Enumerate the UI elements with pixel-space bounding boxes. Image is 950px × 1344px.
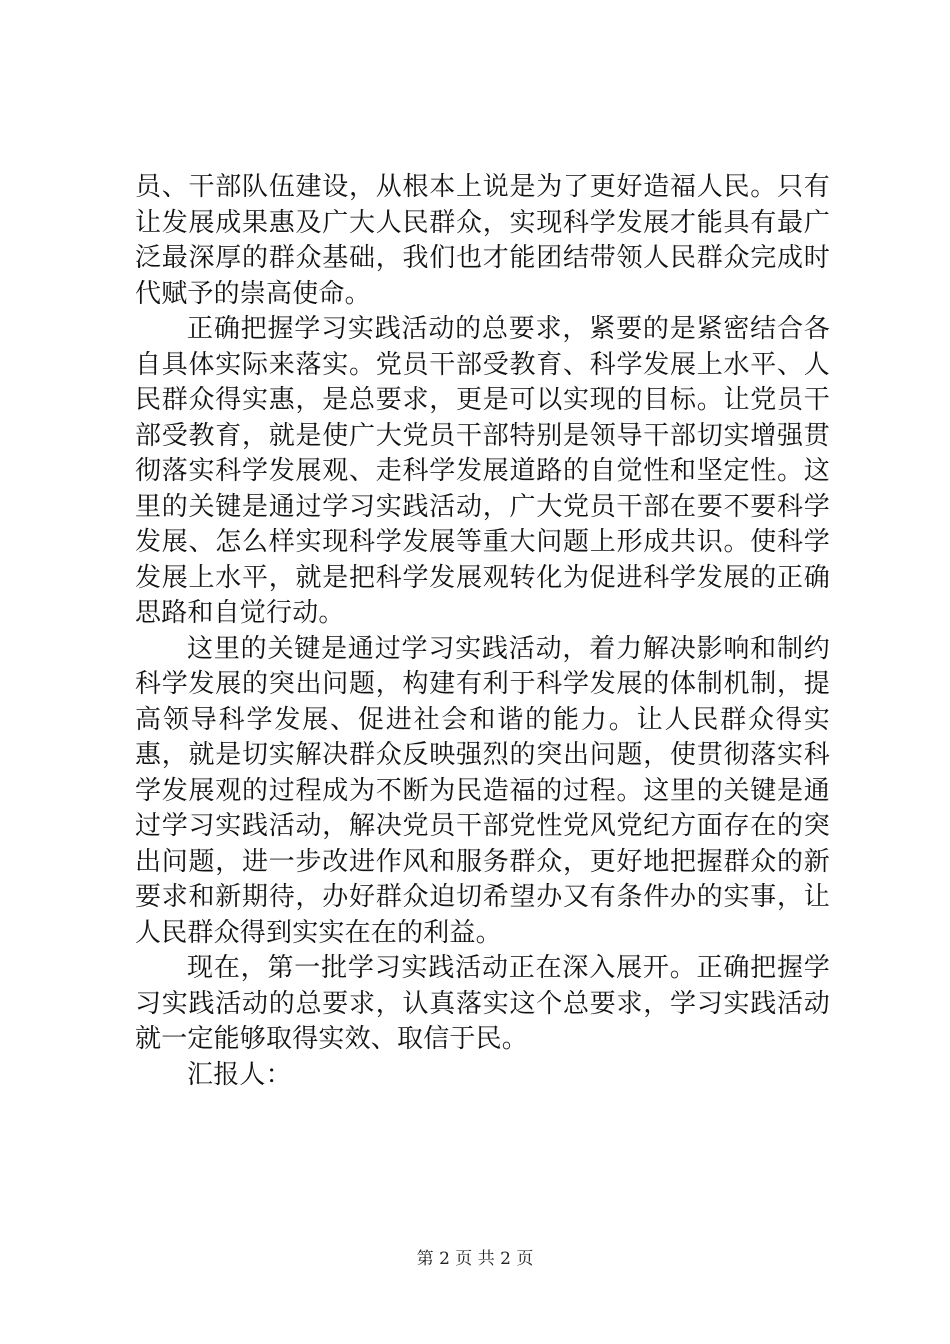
reporter-line: 汇报人： bbox=[187, 1059, 292, 1090]
paragraph: 现在，第一批学习实践活动正在深入展开。正确把握学习实践活动的总要求，认真落实这个总要求，学习实践活动就一定能够取得实效、取信于民。 bbox=[135, 953, 830, 1054]
document-body bbox=[135, 170, 830, 1093]
page-number-footer: 第 2 页 共 2 页 bbox=[416, 1249, 534, 1269]
paragraph: 员、干部队伍建设，从根本上说是为了更好造福人民。只有让发展成果惠及广大人民群众，实现科学发展才能具有最广泛最深厚的群众基础，我们也才能团结带领人民群众完成时代赋予的崇高使命。 bbox=[135, 172, 830, 309]
paragraph: 正确把握学习实践活动的总要求，紧要的是紧密结合各自具体实际来落实。党员干部受教育、科学发展上水平、人民群众得实惠，是总要求，更是可以实现的目标。让党员干部受教育，就是使广大党员干部特别是领导干部切实增强贯彻落实科学发展观、走科学发展道路的自觉性和坚定性。这里的关键是通过学习实践活动，广大党员干部在要不要科学发展、怎么样实现科学发展等重大问题上形成共识。使科学发展上水平，就是把科学发展观转化为促进科学发展的正确思路和自觉行动。 bbox=[135, 314, 830, 628]
paragraph: 这里的关键是通过学习实践活动，着力解决影响和制约科学发展的突出问题，构建有利于科学发展的体制机制，提高领导科学发展、促进社会和谐的能力。让人民群众得实惠，就是切实解决群众反映强烈的突出问题，使贯彻落实科学发展观的过程成为不断为民造福的过程。这里的关键是通过学习实践活动，解决党员干部党性党风党纪方面存在的突出问题，进一步改进作风和服务群众，更好地把握群众的新要求和新期待，办好群众迫切希望办又有条件办的实事，让人民群众得到实实在在的利益。 bbox=[135, 633, 830, 948]
